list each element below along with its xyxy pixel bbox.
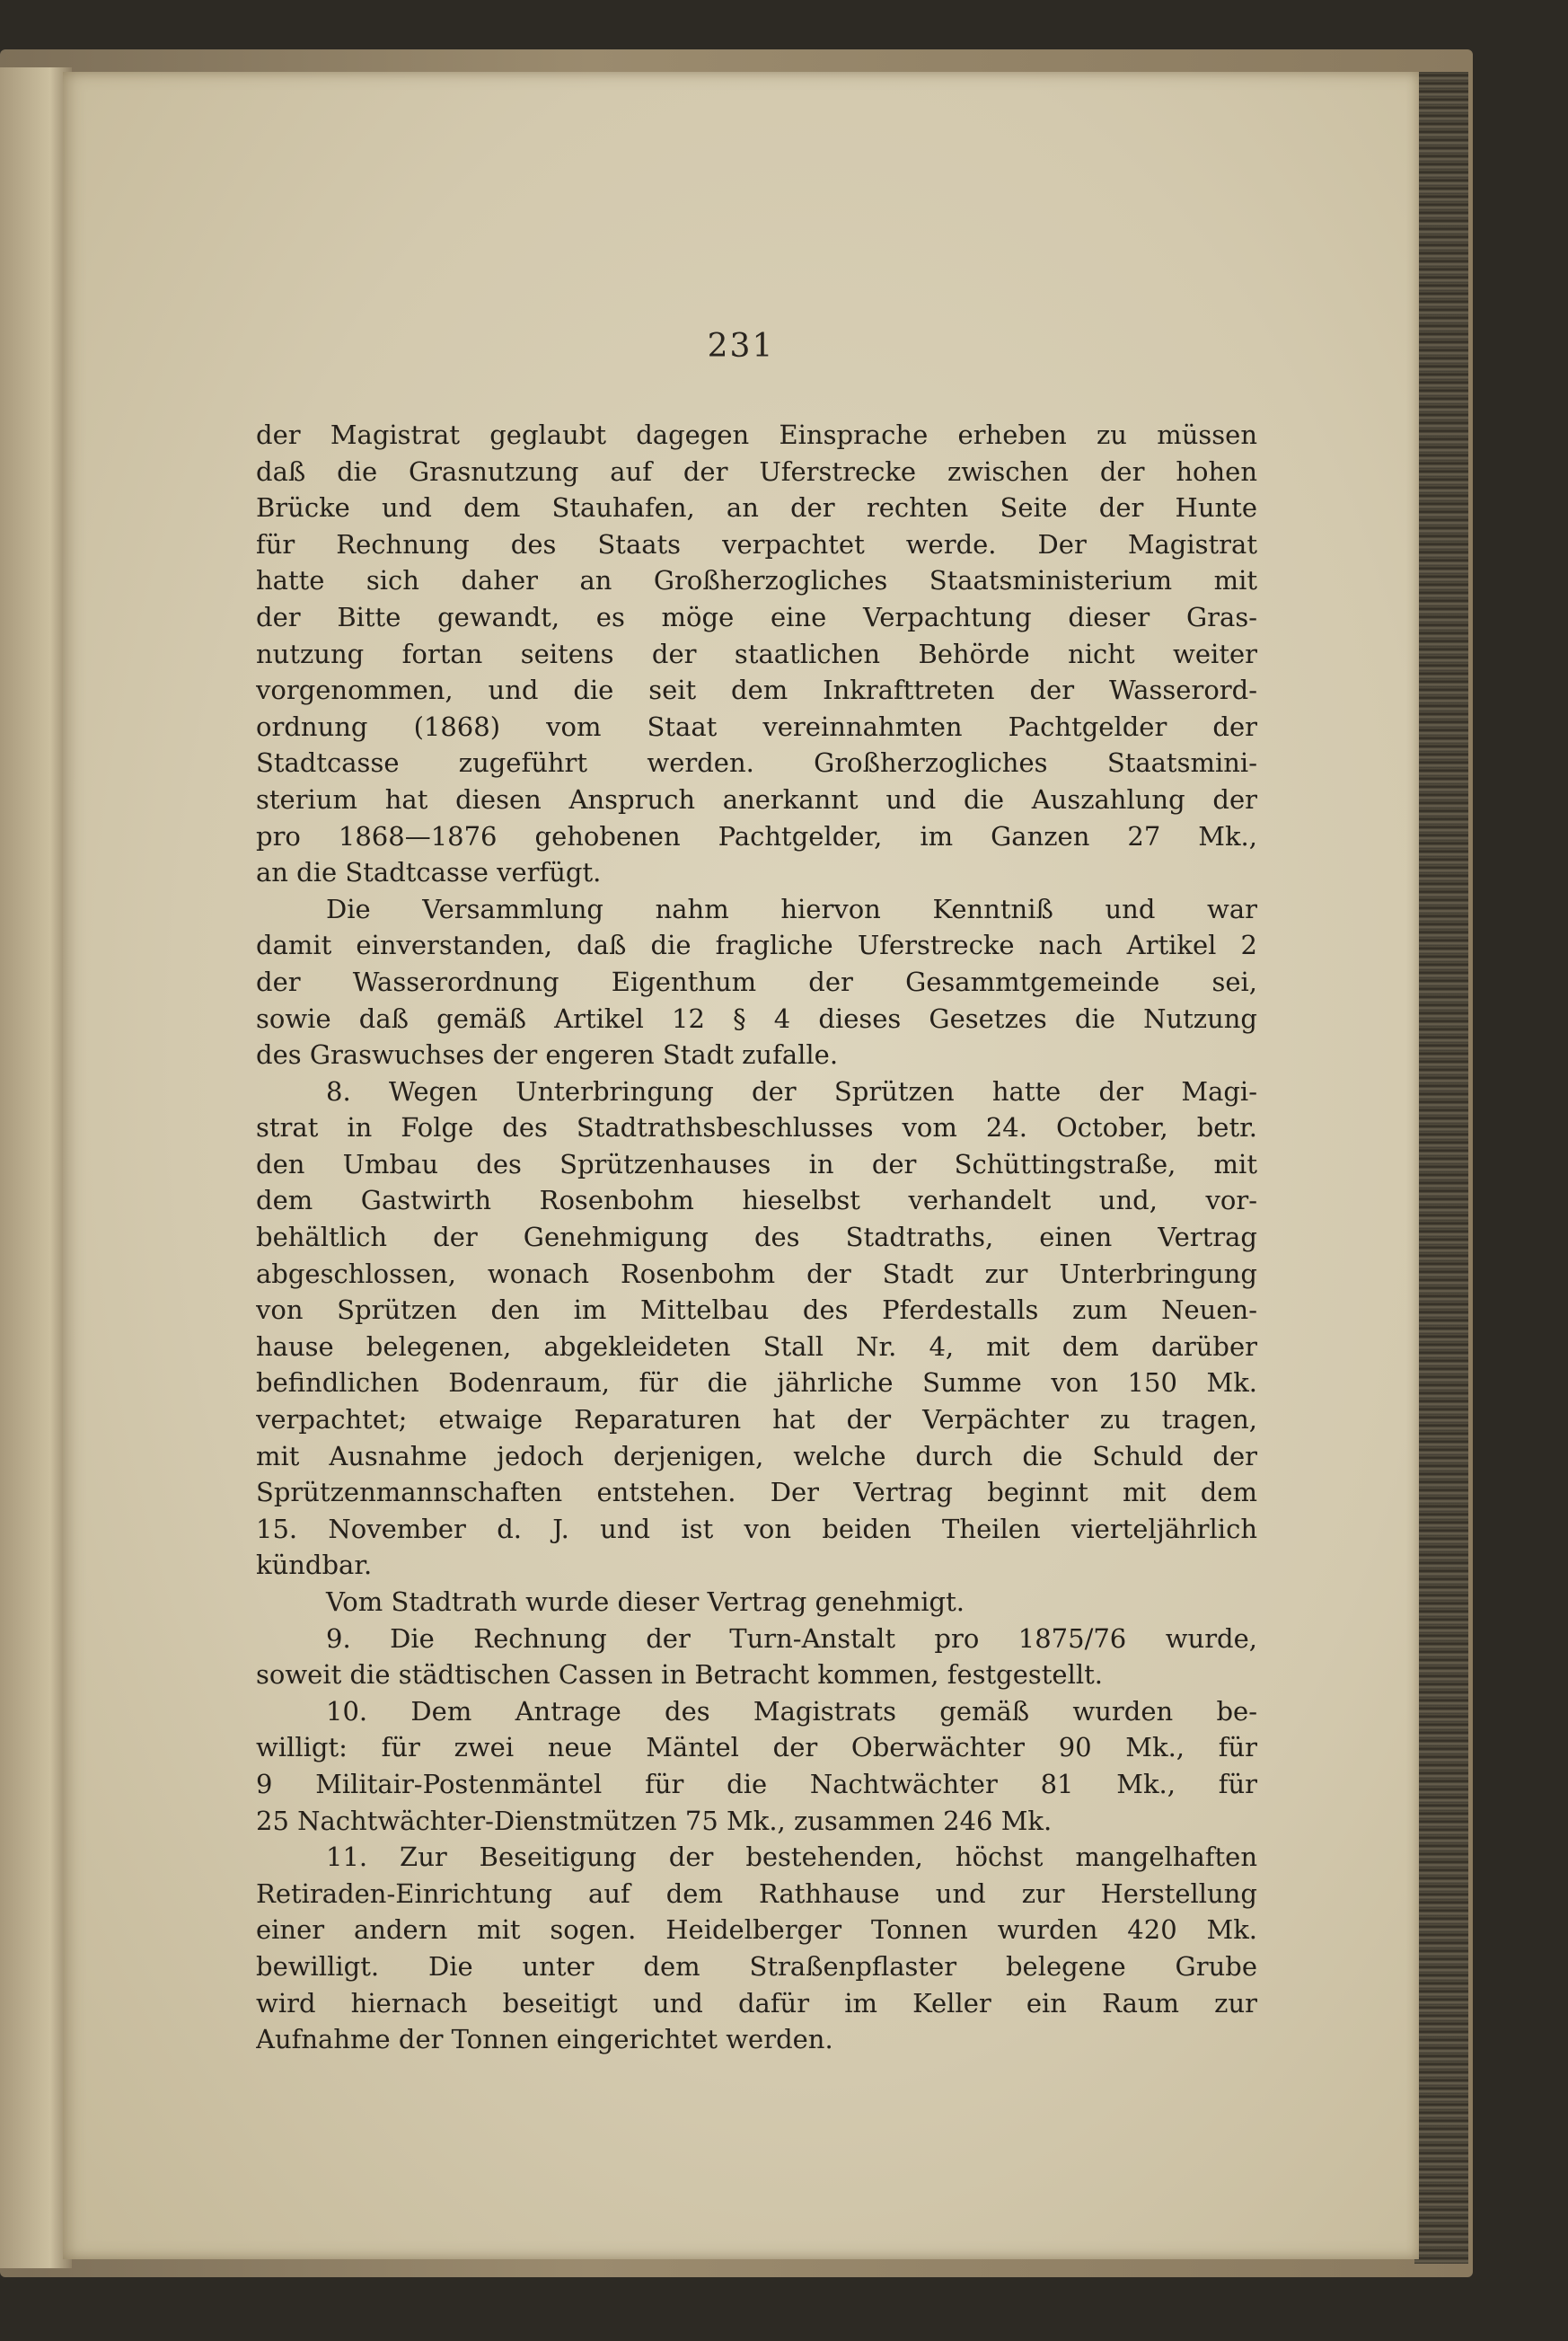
text-line: 25 Nachtwächter-Dienstmützen 75 Mk., zusammen 246 Mk. [256, 1805, 1053, 1836]
text-line: Retiraden-Einrichtung auf dem Rathhause und zur Herstellung [256, 1877, 1257, 1909]
text-line: ordnung (1868) vom Staat vereinnahmten Pachtgelder der [256, 711, 1257, 742]
text-line: an die Stadtcasse verfügt. [256, 857, 602, 888]
text-line: sterium hat diesen Anspruch anerkannt und die Auszahlung der [256, 783, 1257, 815]
text-line: der Bitte gewandt, es möge eine Verpachtung dieser Gras- [256, 601, 1257, 632]
text-line: 9. Die Rechnung der Turn-Anstalt pro 1875/76 wurde, [326, 1622, 1257, 1654]
text-line: befindlichen Bodenraum, für die jährliche Summe von 150 Mk. [256, 1367, 1257, 1399]
text-line: nutzung fortan seitens der staatlichen Behörde nicht weiter [256, 638, 1257, 669]
book-page [63, 72, 1419, 2259]
text-line: für Rechnung des Staats verpachtet werde. Der Magistrat [256, 528, 1257, 560]
text-line: 10. Dem Antrage des Magistrats gemäß wurden be- [326, 1695, 1257, 1727]
text-line: soweit die städtischen Cassen in Betracht kommen, festgestellt. [256, 1659, 1103, 1691]
text-line: mit Ausnahme jedoch derjenigen, welche durch die Schuld der [256, 1440, 1257, 1471]
text-line: 8. Wegen Unterbringung der Sprützen hatte der Magi- [326, 1075, 1257, 1107]
body-text [256, 417, 1257, 2058]
text-line: der Wasserordnung Eigenthum der Gesammtgemeinde sei, [256, 966, 1257, 997]
text-line: behältlich der Genehmigung des Stadtraths, einen Vertrag [256, 1222, 1257, 1253]
text-line: Sprützenmannschaften entstehen. Der Vertrag beginnt mit dem [256, 1477, 1257, 1508]
text-line: willigt: für zwei neue Mäntel der Oberwächter 90 Mk., für [256, 1732, 1257, 1763]
text-line: Stadtcasse zugeführt werden. Großherzogliches Staatsmini- [256, 747, 1257, 779]
text-line: bewilligt. Die unter dem Straßenpflaster belegene Grube [256, 1950, 1257, 1982]
text-line: daß die Grasnutzung auf der Uferstrecke zwischen der hohen [256, 455, 1257, 487]
text-line: verpachtet; etwaige Reparaturen hat der Verpächter zu tragen, [256, 1404, 1257, 1436]
text-line: der Magistrat geglaubt dagegen Einsprache erheben zu müssen [256, 420, 1257, 450]
text-line: dem Gastwirth Rosenbohm hieselbst verhandelt und, vor- [256, 1185, 1257, 1216]
facing-page-edge [0, 67, 72, 2268]
text-line: kündbar. [256, 1550, 373, 1581]
text-line: Brücke und dem Stauhafen, an der rechten Seite der Hunte [256, 492, 1257, 524]
text-line: Vom Stadtrath wurde dieser Vertrag genehmigt. [326, 1586, 965, 1617]
text-line: den Umbau des Sprützenhauses in der Schüttingstraße, mit [256, 1148, 1257, 1179]
text-line: von Sprützen den im Mittelbau des Pferdestalls zum Neuen- [256, 1294, 1257, 1326]
text-line: hatte sich daher an Großherzogliches Staatsministerium mit [256, 565, 1257, 596]
text-line: sowie daß gemäß Artikel 12 § 4 dieses Gesetzes die Nutzung [256, 1003, 1257, 1034]
text-line: damit einverstanden, daß die fragliche Uferstrecke nach Artikel 2 [256, 930, 1257, 961]
text-line: vorgenommen, und die seit dem Inkrafttreten der Wasserord- [256, 675, 1257, 706]
text-line: 11. Zur Beseitigung der bestehenden, höchst mangelhaften [326, 1842, 1257, 1873]
text-line: abgeschlossen, wonach Rosenbohm der Stadt zur Unterbringung [256, 1258, 1257, 1289]
text-line: strat in Folge des Stadtrathsbeschlusses vom 24. October, betr. [256, 1112, 1257, 1144]
text-line: einer andern mit sogen. Heidelberger Tonnen wurden 420 Mk. [256, 1914, 1257, 1946]
page-stack-edge [1414, 72, 1468, 2264]
text-line: 9 Militair-Postenmäntel für die Nachtwächter 81 Mk., für [256, 1768, 1257, 1799]
page-number: 231 [707, 328, 775, 365]
text-line: Aufnahme der Tonnen eingerichtet werden. [256, 2024, 833, 2055]
text-line: des Graswuchses der engeren Stadt zufalle. [256, 1039, 839, 1071]
text-line: Die Versammlung nahm hiervon Kenntniß und war [326, 893, 1257, 924]
text-line: 15. November d. J. und ist von beiden Theilen vierteljährlich [256, 1513, 1257, 1544]
text-line: pro 1868—1876 gehobenen Pachtgelder, im Ganzen 27 Mk., [256, 820, 1257, 852]
text-line: hause belegenen, abgekleideten Stall Nr. 4, mit dem darüber [256, 1330, 1257, 1362]
text-line: wird hiernach beseitigt und dafür im Keller ein Raum zur [256, 1987, 1257, 2019]
